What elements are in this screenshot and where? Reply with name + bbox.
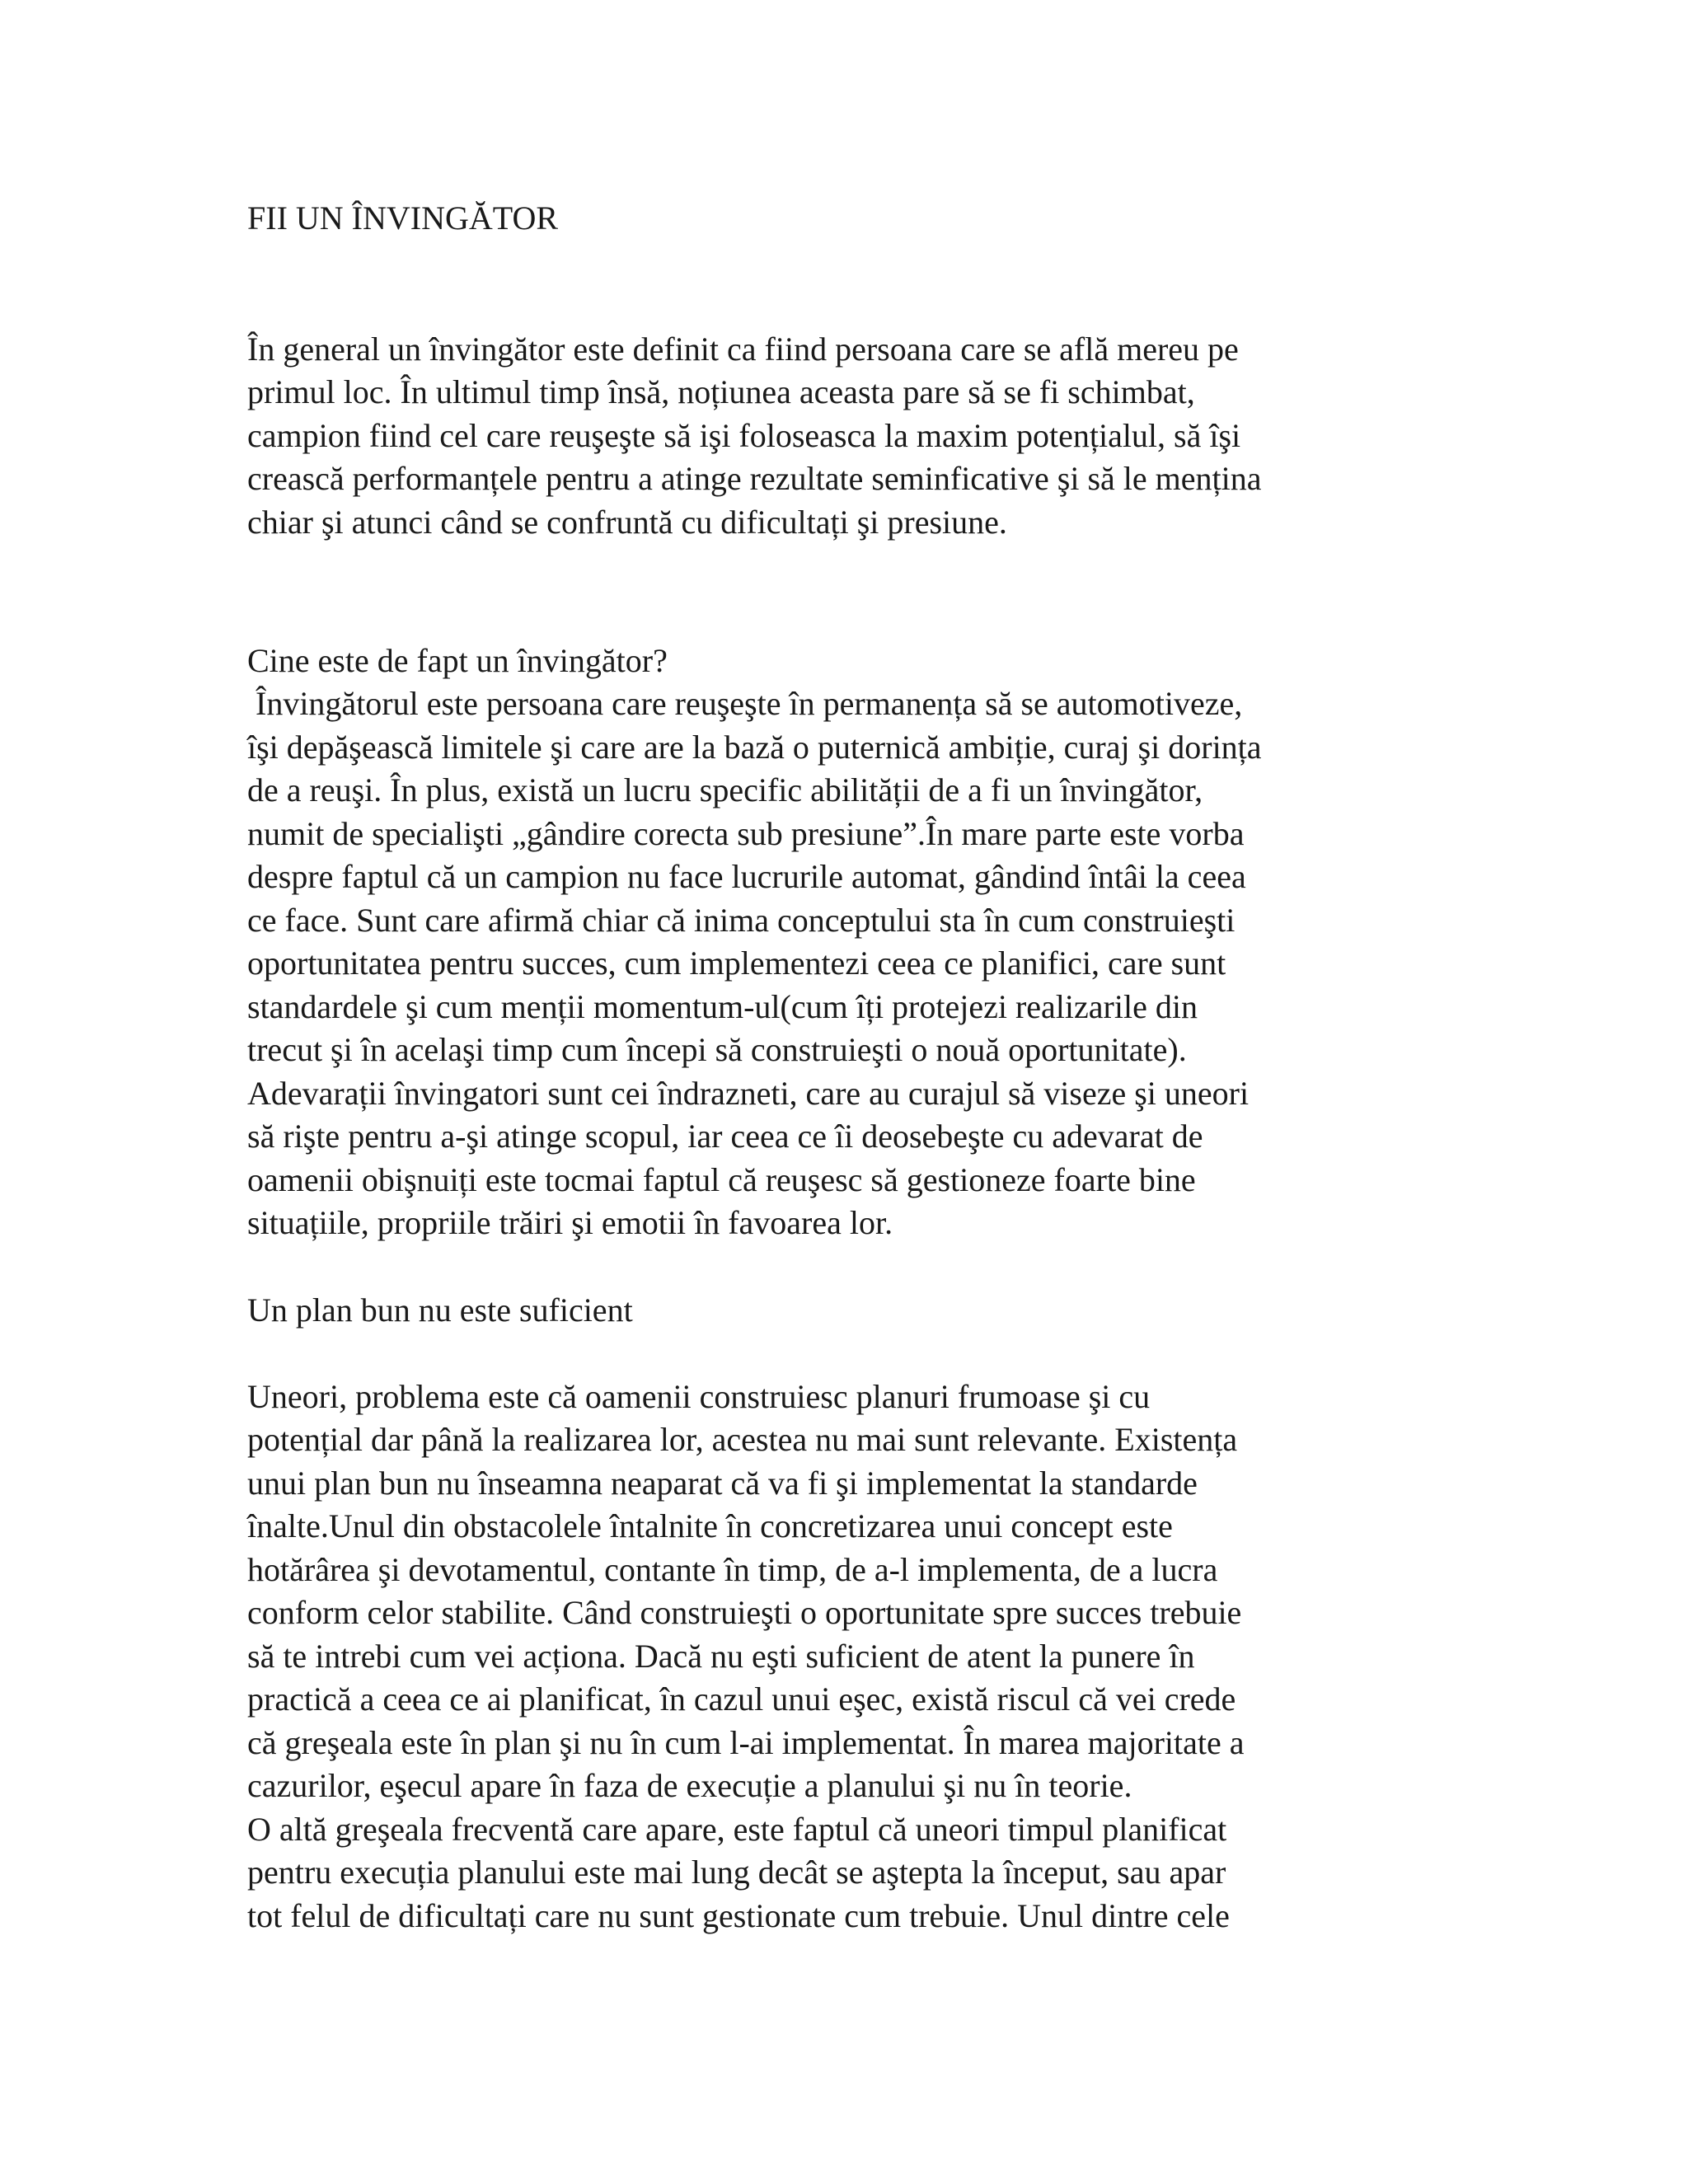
text-line: unui plan bun nu înseamna neaparat că va fi şi implementat la standarde — [247, 1465, 1198, 1502]
text-line: îşi depăşească limitele şi care are la bază o puternică ambiție, curaj şi dorința — [247, 729, 1262, 766]
text-line: Uneori, problema este că oamenii construiesc planuri frumoase şi cu — [247, 1378, 1151, 1415]
text-line: situațiile, propriile trăiri şi emotii în favoarea lor. — [247, 1204, 893, 1241]
text-line: primul loc. În ultimul timp însă, noțiunea aceasta pare să se fi schimbat, — [247, 373, 1195, 410]
text-line: practică a ceea ce ai planificat, în cazul unui eşec, există riscul că vei crede — [247, 1680, 1236, 1718]
document-title: FII UN ÎNVINGĂTOR — [247, 199, 559, 237]
text-line: hotărârea şi devotamentul, contante în timp, de a-l implementa, de a lucra — [247, 1551, 1218, 1588]
section-heading: Un plan bun nu este suficient — [247, 1291, 633, 1329]
text-line: de a reuşi. În plus, există un lucru specific abilității de a fi un învingător, — [247, 771, 1203, 808]
text-line: În general un învingător este definit ca fiind persoana care se află mereu pe — [247, 330, 1239, 368]
text-line: chiar şi atunci când se confruntă cu dificultați şi presiune. — [247, 504, 1007, 541]
text-line: standardele şi cum menții momentum-ul(cum îți protejezi realizarile din — [247, 988, 1198, 1025]
text-line: Învingătorul este persoana care reuşeşte în permanența să se automotiveze, — [247, 685, 1243, 722]
text-line: potențial dar până la realizarea lor, acestea nu mai sunt relevante. Existența — [247, 1421, 1238, 1458]
text-line: pentru execuția planului este mai lung decât se aştepta la început, sau apar — [247, 1854, 1226, 1891]
text-line: crească performanțele pentru a atinge rezultate seminficative şi să le mențina — [247, 460, 1262, 497]
text-line: înalte.Unul din obstacolele întalnite în concretizarea unui concept este — [247, 1507, 1173, 1544]
text-line: O altă greşeala frecventă care apare, este faptul că uneori timpul planificat — [247, 1811, 1227, 1848]
text-line: oamenii obişnuiți este tocmai faptul că reuşesc să gestioneze foarte bine — [247, 1161, 1196, 1198]
text-line: să rişte pentru a-şi atinge scopul, iar ceea ce îi deosebeşte cu adevarat de — [247, 1118, 1203, 1155]
text-line: numit de specialişti „gândire corecta sub presiune”.În mare parte este vorba — [247, 815, 1245, 852]
text-line: trecut şi în acelaşi timp cum începi să construieşti o nouă oportunitate). — [247, 1031, 1187, 1068]
text-line: tot felul de dificultați care nu sunt gestionate cum trebuie. Unul dintre cele — [247, 1897, 1230, 1934]
text-line: că greşeala este în plan şi nu în cum l-ai implementat. În marea majoritate a — [247, 1724, 1245, 1761]
text-line: conform celor stabilite. Când construieşti o oportunitate spre succes trebuie — [247, 1594, 1242, 1631]
text-line: ce face. Sunt care afirmă chiar că inima conceptului sta în cum construieşti — [247, 902, 1236, 939]
section-heading: Cine este de fapt un învingător? — [247, 642, 668, 679]
text-line: campion fiind cel care reuşeşte să işi foloseasca la maxim potențialul, să îşi — [247, 417, 1241, 454]
text-line: oportunitatea pentru succes, cum implementezi ceea ce planifici, care sunt — [247, 944, 1226, 982]
text-line: să te intrebi cum vei acționa. Dacă nu eşti suficient de atent la punere în — [247, 1638, 1195, 1675]
text-line: cazurilor, eşecul apare în faza de execuție a planului şi nu în teorie. — [247, 1767, 1132, 1804]
text-line: Adevarații învingatori sunt cei îndrazneti, care au curajul să viseze şi uneori — [247, 1075, 1250, 1112]
text-line: despre faptul că un campion nu face lucrurile automat, gândind întâi la ceea — [247, 858, 1246, 895]
